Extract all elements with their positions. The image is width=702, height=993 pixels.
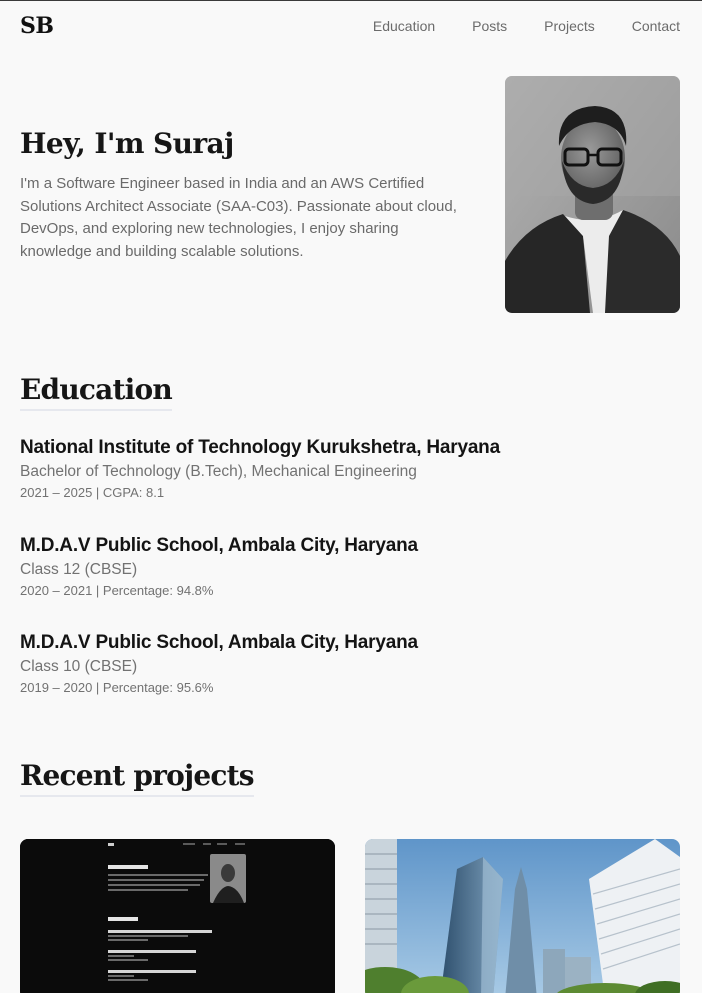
hero-title: Hey, I'm Suraj (20, 127, 234, 160)
education-heading: Education (20, 373, 172, 411)
nav-links (373, 18, 680, 34)
projects-heading: Recent projects (20, 759, 254, 797)
top-nav (20, 13, 680, 39)
profile-photo (505, 76, 680, 313)
portfolio-screenshot-thumbnail (20, 839, 335, 993)
nav-link-education[interactable]: Education (372, 18, 436, 34)
education-school: M.D.A.V Public School, Ambala City, Haryana (20, 632, 418, 653)
education-item (20, 437, 500, 500)
nav-link-projects[interactable]: Projects (544, 18, 595, 34)
project-card-cloud[interactable] (365, 839, 680, 993)
site-logo[interactable]: SB (20, 13, 54, 39)
education-meta: 2020 – 2021 | Percentage: 94.8% (20, 583, 214, 598)
skyscrapers-photo-thumbnail (365, 839, 680, 993)
education-degree: Class 12 (CBSE) (20, 561, 138, 578)
education-school: M.D.A.V Public School, Ambala City, Haryana (20, 535, 418, 556)
education-school: National Institute of Technology Kurukshetra, Haryana (20, 437, 500, 458)
nav-link-posts[interactable]: Posts (472, 18, 508, 34)
education-meta: 2021 – 2025 | CGPA: 8.1 (20, 485, 165, 500)
education-meta: 2019 – 2020 | Percentage: 95.6% (20, 680, 214, 695)
nav-link-contact[interactable]: Contact (631, 18, 680, 34)
education-degree: Bachelor of Technology (B.Tech), Mechanical Engineering (20, 463, 417, 480)
education-item (20, 632, 418, 695)
education-degree: Class 10 (CBSE) (20, 658, 138, 675)
hero-description: I'm a Software Engineer based in India and an AWS Certified Solutions Architect Associate (SAA-C03). Passionate about cloud, DevOps, and exploring new technologies, I enjoy sharing knowledge and building scalable solutions. (20, 175, 457, 260)
project-card-portfolio[interactable] (20, 839, 335, 993)
education-item (20, 535, 418, 598)
